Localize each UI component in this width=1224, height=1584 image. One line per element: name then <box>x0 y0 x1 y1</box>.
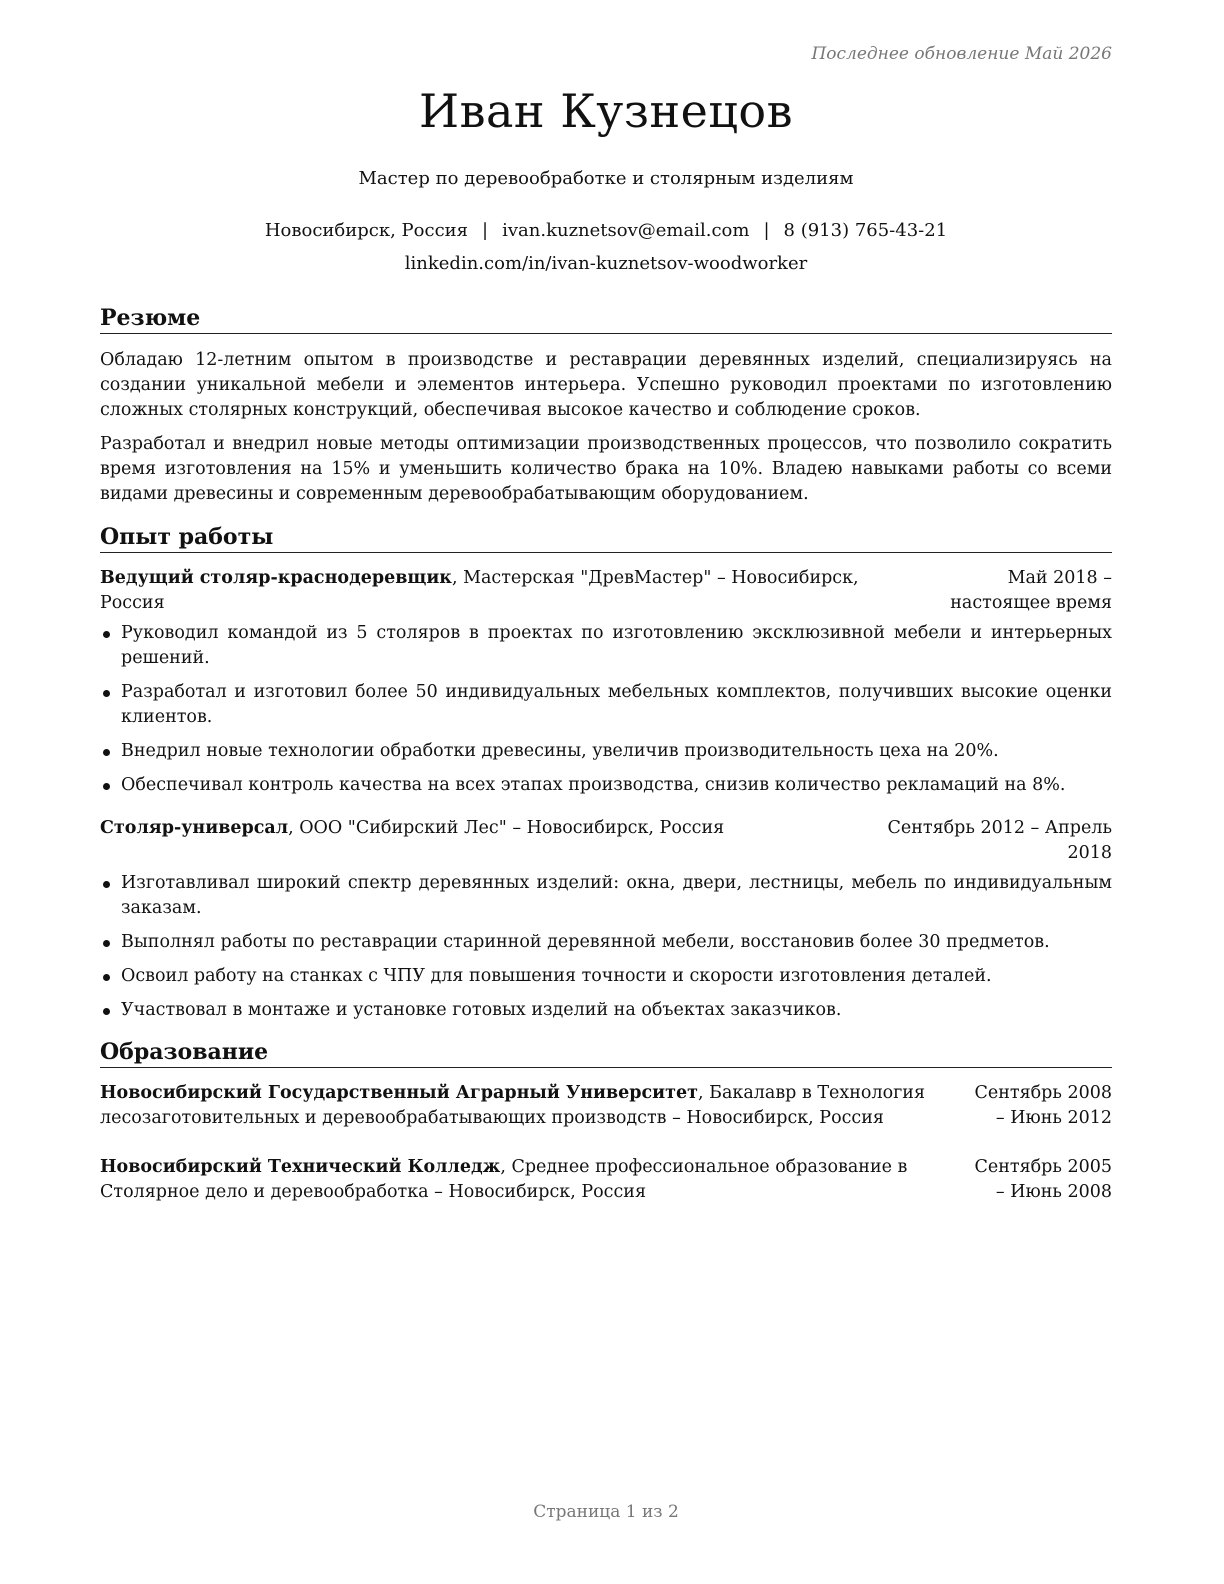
separator: | <box>482 220 489 241</box>
job-role: Ведущий столяр-краснодеревщик <box>100 568 452 588</box>
school-name: Новосибирский Технический Колледж <box>100 1157 501 1177</box>
job-header <box>100 566 1112 616</box>
candidate-title: Мастер по деревообработке и столярным изделиям <box>358 168 854 189</box>
location: Новосибирск, Россия <box>264 220 469 241</box>
section-heading-education: Образование <box>100 1038 1112 1068</box>
last-updated: Последнее обновление Май 2026 <box>811 44 1112 64</box>
list-item: Разработал и изготовил более 50 индивидуальных мебельных комплектов, получивших высокие оценки клиентов. <box>100 680 1112 730</box>
section-heading-summary: Резюме <box>100 304 1112 334</box>
candidate-name: Иван Кузнецов <box>418 84 794 138</box>
education-details: , Бакалавр в Технология лесозаготовительных и деревообрабатывающих производств – Новосибирск, Россия <box>100 1083 925 1128</box>
education-title-line <box>100 1081 960 1131</box>
job-dates: Сентябрь 2012 – Апрель 2018 <box>887 818 1112 863</box>
list-item: Руководил командой из 5 столяров в проектах по изготовлению эксклюзивной мебели и интерьерных решений. <box>100 621 1112 671</box>
email-link[interactable]: ivan.kuznetsov@email.com <box>502 220 750 241</box>
contact-line <box>100 220 1112 241</box>
job-organization: , ООО "Сибирский Лес" – Новосибирск, Россия <box>288 818 725 838</box>
school-name: Новосибирский Государственный Аграрный Университет <box>100 1083 698 1103</box>
separator: | <box>763 220 770 241</box>
education-details: , Среднее профессиональное образование в Столярное дело и деревообработка – Новосибирск, Россия <box>100 1157 908 1202</box>
job-role: Столяр-универсал <box>100 818 289 838</box>
summary-paragraph: Разработал и внедрил новые методы оптимизации производственных процессов, что позволило сократить время изготовления на 15% и уменьшить количество брака на 10%. Владею навыками работы со всеми видами древесины и современным деревообрабатывающим оборудованием. <box>100 434 1112 504</box>
list-item: Обеспечивал контроль качества на всех этапах производства, снизив количество рекламаций на 8%. <box>100 773 1112 798</box>
resume-page <box>100 0 1112 1584</box>
job-title-line <box>100 566 920 616</box>
education-entry <box>100 1155 1112 1205</box>
list-item: Выполнял работы по реставрации старинной деревянной мебели, восстановив более 30 предметов. <box>100 930 1112 955</box>
list-item: Участвовал в монтаже и установке готовых изделий на объектах заказчиков. <box>100 998 1112 1023</box>
job-header <box>100 816 1112 866</box>
job-bullets <box>100 621 1112 807</box>
list-item: Внедрил новые технологии обработки древесины, увеличив производительность цеха на 20%. <box>100 739 1112 764</box>
phone: 8 (913) 765-43-21 <box>783 220 948 241</box>
section-heading-experience: Опыт работы <box>100 523 1112 553</box>
list-item: Освоил работу на станках с ЧПУ для повышения точности и скорости изготовления деталей. <box>100 964 1112 989</box>
page-number: Страница 1 из 2 <box>533 1502 679 1522</box>
list-item: Изготавливал широкий спектр деревянных изделий: окна, двери, лестницы, мебель по индивидуальным заказам. <box>100 871 1112 921</box>
summary-paragraph: Обладаю 12-летним опытом в производстве и реставрации деревянных изделий, специализируясь на создании уникальной мебели и элементов интерьера. Успешно руководил проектами по изготовлению сложных столярных конструкций, обеспечивая высокое качество и соблюдение сроков. <box>100 350 1112 420</box>
education-dates: Сентябрь 2008 – Июнь 2012 <box>974 1083 1112 1128</box>
job-organization: , Мастерская "ДревМастер" – Новосибирск, Россия <box>100 568 859 613</box>
linkedin-link[interactable]: linkedin.com/in/ivan-kuznetsov-woodworker <box>404 253 808 274</box>
education-title-line <box>100 1155 960 1205</box>
education-dates: Сентябрь 2005 – Июнь 2008 <box>974 1157 1112 1202</box>
education-entry <box>100 1081 1112 1131</box>
job-bullets <box>100 871 1112 1032</box>
job-dates: Май 2018 – настоящее время <box>950 568 1112 613</box>
job-title-line <box>100 816 883 866</box>
